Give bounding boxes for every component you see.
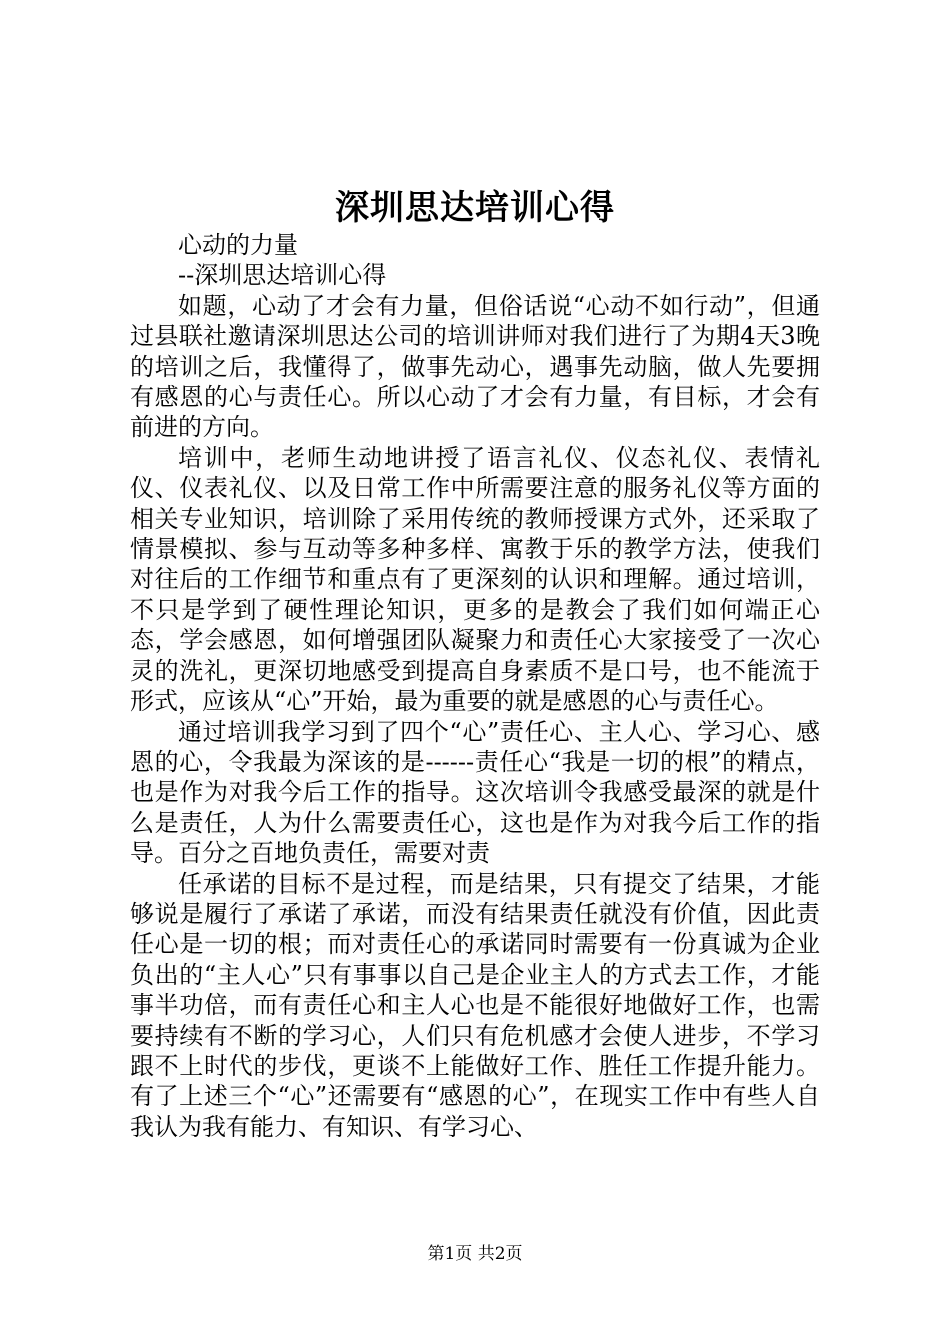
document-body [130, 230, 820, 1142]
subtitle-heart-power: 心动的力量 [178, 231, 298, 259]
page-footer: 第1页 共2页 [427, 1244, 523, 1264]
document-title: 深圳思达培训心得 [335, 188, 615, 228]
subtitle-training-notes: --深圳思达培训心得 [178, 261, 387, 290]
paragraph-2: 培训中，老师生动地讲授了语言礼仪、仪态礼仪、表情礼仪、仪表礼仪、以及日常工作中所需要注意的服务礼仪等方面的相关专业知识，培训除了采用传统的教师授课方式外，还采取了情景模拟、参与互动等多种多样、寓教于乐的教学方法，使我们对往后的工作细节和重点有了更深刻的认识和理解。通过培训，不只是学到了硬性理论知识，更多的是教会了我们如何端正心态，学会感恩，如何增强团队凝聚力和责任心大家接受了一次心灵的洗礼，更深切地感受到提高自身素质不是口号，也不能流于形式，应该从“心”开始，最为重要的就是感恩的心与责任心。 [130, 443, 820, 716]
paragraph-1: 如题，心动了才会有力量，但俗话说“心动不如行动”，但通过县联社邀请深圳思达公司的培训讲师对我们进行了为期4天3晚的培训之后，我懂得了，做事先动心，遇事先动脑，做人先要拥有感恩的心与责任心。所以心动了才会有力量，有目标，才会有前进的方向。 [130, 291, 820, 442]
paragraph-3: 通过培训我学习到了四个“心”责任心、主人心、学习心、感恩的心，令我最为深该的是------责任心“我是一切的根”的精点，也是作为对我今后工作的指导。这次培训令我感受最深的就是什么是责任，人为什么需要责任心，这也是作为对我今后工作的指导。百分之百地负责任，需要对责 [130, 717, 820, 868]
paragraph-4: 任承诺的目标不是过程，而是结果，只有提交了结果，才能够说是履行了承诺了承诺，而没有结果责任就没有价值，因此责任心是一切的根；而对责任心的承诺同时需要有一份真诚为企业负出的“主人心”只有事事以自己是企业主人的方式去工作，才能事半功倍，而有责任心和主人心也是不能很好地做好工作，也需要持续有不断的学习心，人们只有危机感才会使人进步，不学习跟不上时代的步伐，更谈不上能做好工作、胜任工作提升能力。有了上述三个“心”还需要有“感恩的心”，在现实工作中有些人自我认为我有能力、有知识、有学习心、 [130, 869, 820, 1141]
